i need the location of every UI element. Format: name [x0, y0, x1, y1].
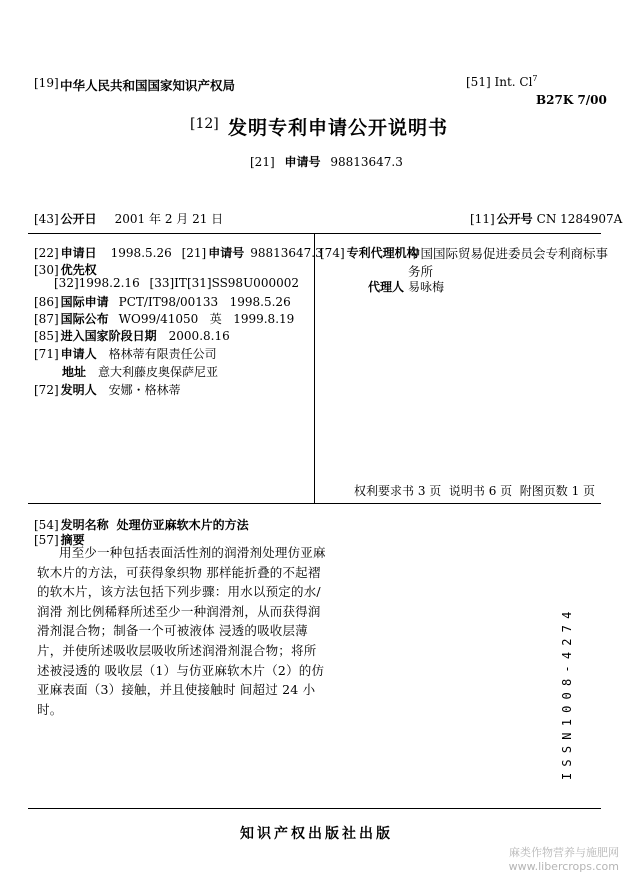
app-no2-label: 申请号	[208, 246, 245, 260]
intl-pub-value: WO99/41050 英 1999.8.19	[118, 312, 295, 326]
applicant-row	[34, 345, 217, 362]
pub-no-code: [11]	[470, 212, 495, 226]
priority-code: [30]	[34, 263, 59, 277]
publication-number	[470, 210, 622, 227]
title-code: [54]	[34, 518, 59, 532]
inventor-code: [72]	[34, 383, 59, 397]
priority-date: [32]1998.2.16	[54, 276, 140, 290]
priority-label: 优先权	[60, 263, 97, 277]
int-cl	[466, 74, 538, 89]
agency-line2: 务所	[408, 264, 434, 279]
applicant-code: [71]	[34, 347, 59, 361]
page-summary: 权利要求书 3 页 说明书 6 页 附图页数 1 页	[354, 484, 596, 498]
address-value: 意大利藤皮奥保萨尼亚	[98, 365, 219, 379]
pub-no-label: 公开号	[496, 212, 533, 226]
national-phase-row	[34, 327, 230, 344]
priority-detail-row	[54, 276, 299, 290]
app-no-value: 98813647.3	[330, 155, 403, 169]
agency-code: [74]	[320, 246, 345, 260]
intl-publication-row	[34, 310, 294, 327]
app-no2-value: 98813647.3	[250, 246, 323, 260]
agent-label: 代理人	[368, 280, 405, 294]
agency-label: 专利代理机构	[346, 246, 419, 260]
inventor-value: 安娜・格林蒂	[108, 383, 181, 397]
national-phase-value: 2000.8.16	[168, 329, 230, 343]
abstract-text: 用至少一种包括表面活性剂的润滑剂处理仿亚麻软木片的方法，可获得象织物 那样能折叠的不起褶的软木片，该方法包括下列步骤：用水以预定的水/润滑 剂比例稀释所述至少一种润滑剂，从而获得润滑剂混合物；制备一个可被液体 浸透的吸收层薄片，并使所述吸收层吸收所述润滑剂混合物；将所述被浸透的 吸收层（1）与仿亚麻软木片（2）的仿亚麻表面（3）接触，并且使接触时 间超过 24 小时。	[37, 545, 326, 717]
filing-date-code: [22]	[34, 246, 59, 260]
pub-date-value: 2001 年 2 月 21 日	[114, 212, 224, 226]
pub-date-label: 公开日	[60, 212, 97, 226]
int-cl-label: Int. Cl	[494, 75, 533, 89]
intl-application-row	[34, 293, 291, 310]
invention-title: 处理仿亚麻软木片的方法	[116, 518, 249, 532]
national-phase-label: 进入国家阶段日期	[60, 329, 157, 343]
watermark	[469, 846, 619, 874]
priority-country: [33]IT	[149, 276, 187, 290]
abstract-code: [57]	[34, 533, 59, 547]
application-number	[250, 153, 403, 170]
applicant-value: 格林蒂有限责任公司	[108, 347, 217, 361]
applicant-label: 申请人	[60, 347, 97, 361]
watermark-line1: 麻类作物营养与施肥网	[509, 846, 619, 859]
inventor-row	[34, 381, 181, 398]
country-code: [19]	[34, 76, 59, 90]
national-phase-code: [85]	[34, 329, 59, 343]
app-no2-code: [21]	[181, 246, 207, 260]
agency-label-row	[320, 244, 419, 261]
filing-date-label: 申请日	[60, 246, 97, 260]
doc-kind-code: [12]	[190, 116, 219, 132]
doc-title: 发明专利申请公开说明书	[228, 117, 449, 139]
int-cl-sup: 7	[532, 74, 538, 83]
int-cl-code: [51]	[466, 75, 491, 89]
column-divider	[314, 233, 315, 503]
office-name: 中华人民共和国国家知识产权局	[60, 78, 236, 93]
pub-no-value: CN 1284907A	[536, 212, 623, 226]
address-row	[62, 363, 218, 380]
intl-app-label: 国际申请	[60, 295, 109, 309]
title-label: 发明名称	[60, 518, 109, 532]
priority-number: [31]SS98U000002	[186, 276, 299, 290]
app-no-label: 申请号	[284, 155, 321, 169]
address-label: 地址	[62, 365, 87, 379]
bottom-divider	[28, 808, 601, 809]
issn-number: ISSN1008-4274	[560, 605, 574, 780]
ipc-class: B27K 7/00	[536, 93, 607, 107]
pub-date-code: [43]	[34, 212, 59, 226]
agency-line1: 中国国际贸易促进委员会专利商标事	[408, 246, 609, 261]
inventor-label: 发明人	[60, 383, 97, 397]
publisher: 知识产权出版社出版	[240, 826, 393, 842]
intl-app-value: PCT/IT98/00133 1998.5.26	[118, 295, 291, 309]
intl-app-code: [86]	[34, 295, 59, 309]
watermark-line2: www.libercrops.com	[508, 860, 619, 873]
filing-date-value: 1998.5.26	[110, 246, 172, 260]
intl-pub-code: [87]	[34, 312, 59, 326]
app-no-code: [21]	[250, 155, 275, 169]
middle-divider	[28, 503, 601, 504]
agent-name: 易咏梅	[408, 280, 445, 294]
intl-pub-label: 国际公布	[60, 312, 109, 326]
publication-date	[34, 210, 223, 227]
filing-date-row	[34, 244, 323, 261]
abstract-label: 摘要	[60, 533, 85, 547]
